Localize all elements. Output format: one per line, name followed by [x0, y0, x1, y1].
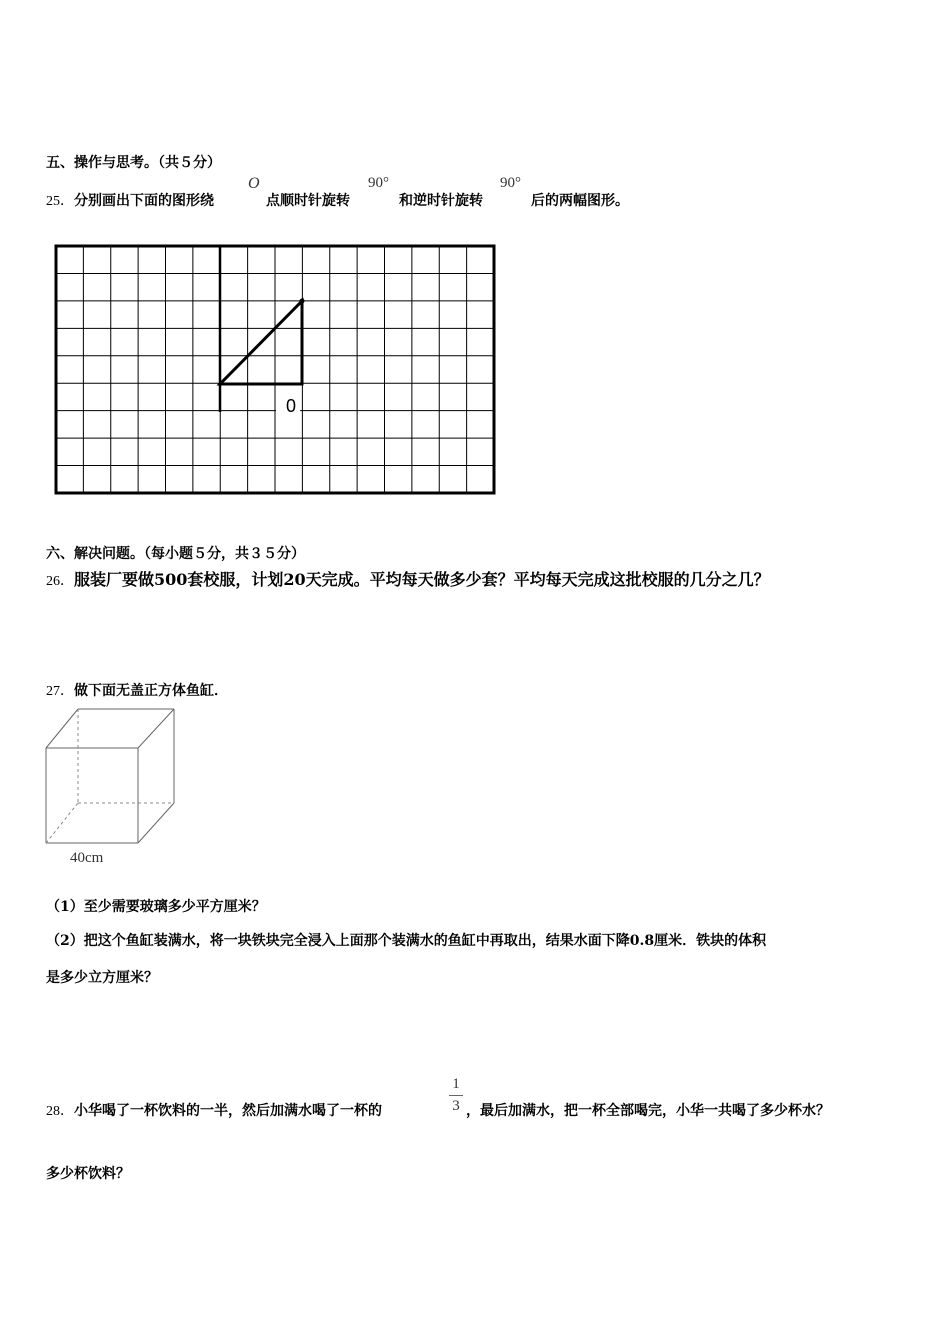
question-25-number: 25． [46, 194, 74, 209]
question-27-number: 27． [46, 684, 74, 699]
cube-svg [40, 705, 185, 870]
question-26 [46, 567, 770, 590]
cube-side-length-label: 40cm [70, 850, 104, 866]
question-25-text-a: 分别画出下面的图形绕 [74, 193, 214, 209]
point-o-symbol: O [248, 175, 260, 192]
question-28-text-b: ，最后加满水，把一杯全部喝完，小华一共喝了多少杯水？ [466, 1103, 830, 1119]
right-triangle-shape [220, 301, 302, 384]
question-27-sub-2-line-2: 是多少立方厘米？ [46, 970, 158, 986]
rotation-center-label: 0 [286, 396, 297, 416]
question-28-text-a: 小华喝了一杯饮料的一半，然后加满水喝了一杯的 [74, 1103, 382, 1119]
cube-hidden-edge [46, 803, 78, 843]
rotation-grid-figure [54, 244, 496, 496]
question-27-sub-2-line-1: （2）把这个鱼缸装满水，将一块铁块完全浸入上面那个装满水的鱼缸中再取出，结果水面下降0.8厘米．铁块的体积 [46, 933, 767, 949]
section-5-title: 五、操作与思考。（共５分） [46, 155, 221, 171]
question-25-text-b: 点顺时针旋转 [266, 193, 350, 209]
question-27-text: 做下面无盖正方体鱼缸． [74, 683, 228, 699]
section-6-title: 六、解决问题。（每小题５分，共３５分） [46, 546, 305, 562]
question-25-text-c: 和逆时针旋转 [399, 193, 483, 209]
cube-edge [46, 709, 78, 748]
angle-90-clockwise: 90° [368, 175, 389, 191]
fraction-denominator: 3 [452, 1098, 460, 1114]
fraction-one-third [449, 1076, 463, 1115]
question-27-sub-1: （1）至少需要玻璃多少平方厘米？ [46, 899, 266, 915]
fraction-numerator: 1 [452, 1076, 460, 1092]
question-25-text-d: 后的两幅图形。 [531, 193, 629, 209]
cube-figure [40, 705, 185, 870]
cube-edge [138, 803, 174, 843]
grid-lines [56, 246, 494, 493]
question-28-number: 28． [46, 1104, 74, 1119]
angle-90-counterclockwise: 90° [500, 175, 521, 191]
question-27 [46, 680, 228, 700]
question-26-number: 26． [46, 574, 74, 589]
cube-edge [138, 709, 174, 748]
grid-svg [54, 244, 496, 496]
question-26-text: 服装厂要做500套校服，计划20天完成。平均每天做多少套？平均每天完成这批校服的几分之几？ [74, 570, 770, 589]
question-28-line-2: 多少杯饮料？ [46, 1166, 130, 1182]
triangle-vertex-dot [300, 299, 305, 304]
